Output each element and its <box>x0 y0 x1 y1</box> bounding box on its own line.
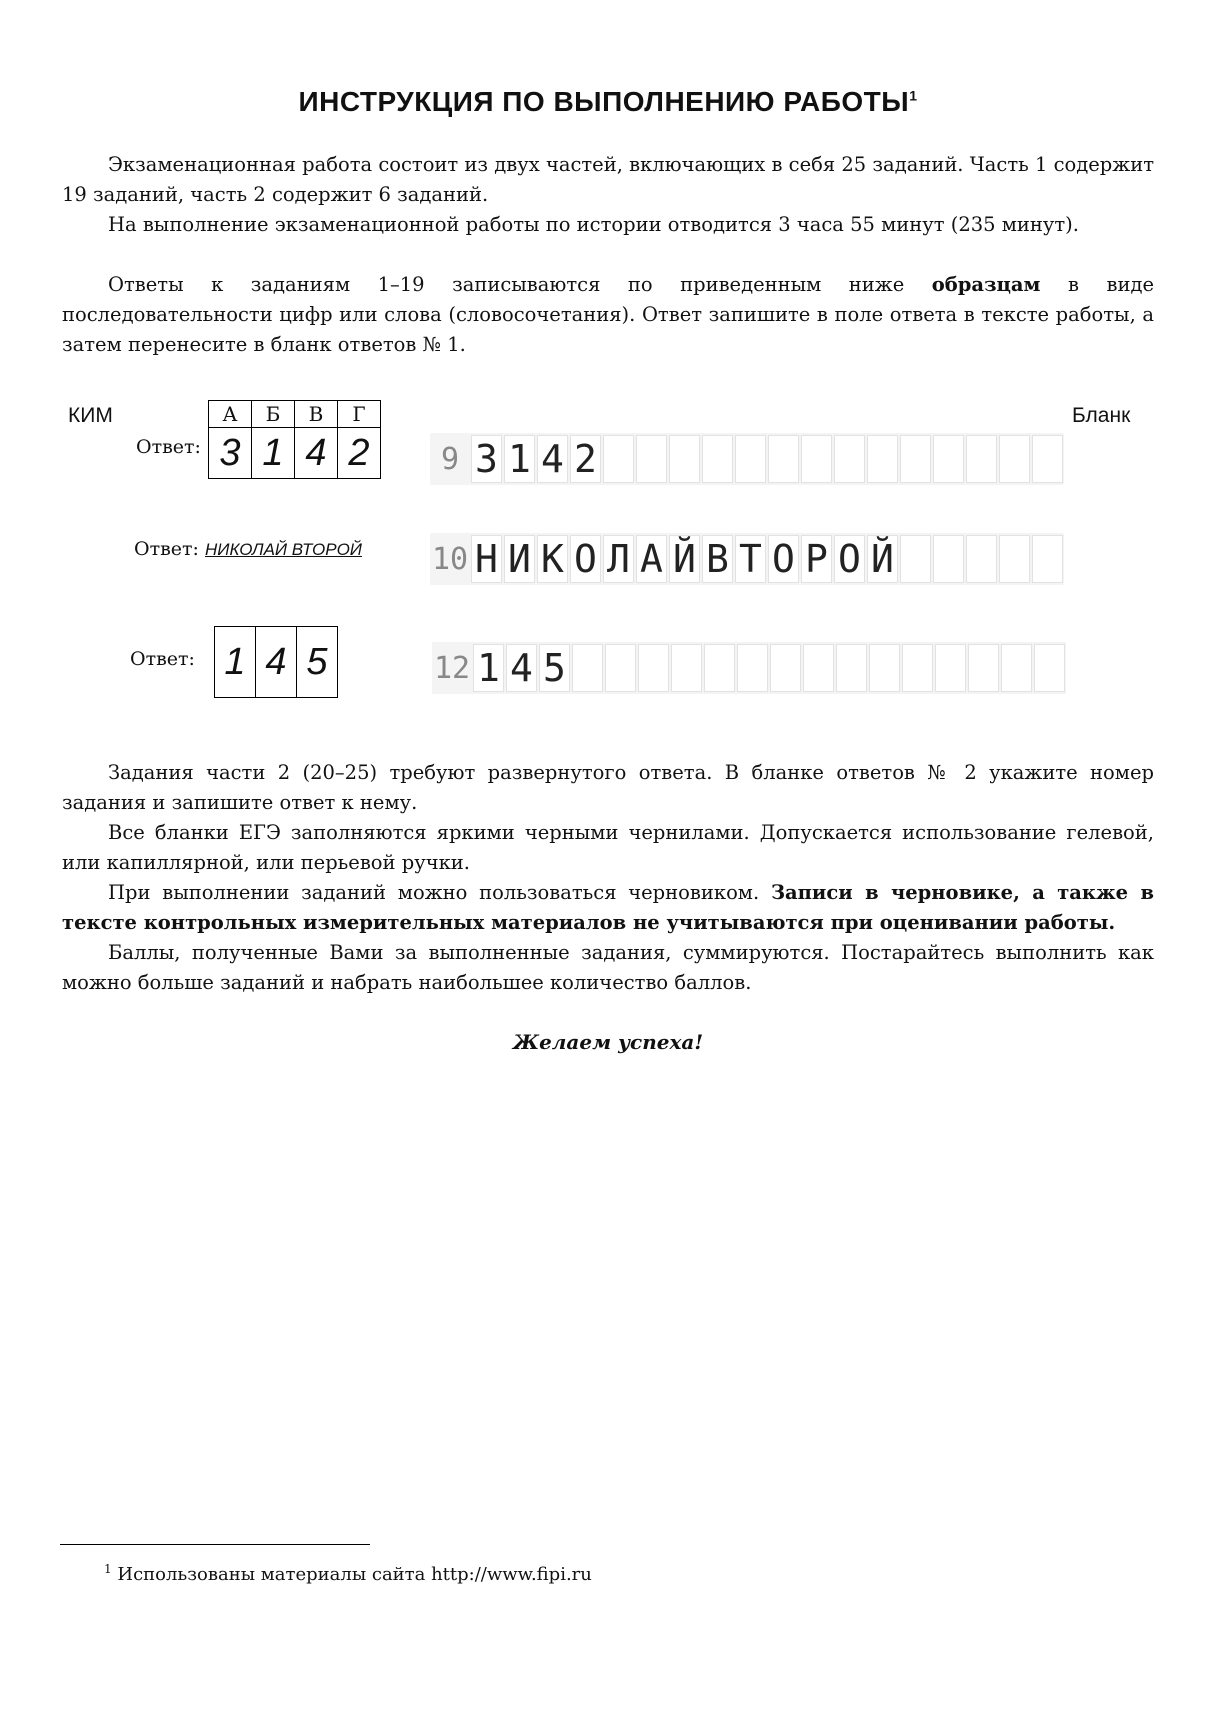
blank-cell <box>702 435 733 483</box>
blank-cell <box>900 435 931 483</box>
table-header-b: Б <box>252 401 295 428</box>
bold-obraztsam: образцам <box>931 273 1041 296</box>
blank-cell <box>803 644 834 692</box>
blank-cell: И <box>504 535 535 583</box>
page-title: ИНСТРУКЦИЯ ПО ВЫПОЛНЕНИЮ РАБОТЫ$^1$ <box>298 86 918 117</box>
blank-row <box>432 642 1066 694</box>
blank-cell: О <box>834 535 865 583</box>
blank-cell <box>836 644 867 692</box>
blank-cell <box>1032 535 1063 583</box>
blank-cell: Т <box>735 535 766 583</box>
kim-answer-table <box>208 400 381 479</box>
answer-label-3: Ответ: <box>130 648 195 670</box>
blank-cell <box>999 535 1030 583</box>
title-footnote-mark: 1 <box>909 87 918 104</box>
blank-cell: А <box>636 535 667 583</box>
blank-cell: К <box>537 535 568 583</box>
table-answer-a: 3 <box>209 428 252 479</box>
part2-paragraph-4: Баллы, полученные Вами за выполненные задания, суммируются. Постарайтесь выполнить как можно больше заданий и набрать наибольшее количество баллов. <box>62 941 1154 994</box>
blank-cell <box>638 644 669 692</box>
blank-row <box>430 433 1064 485</box>
blank-cell <box>902 644 933 692</box>
blank-cell <box>669 435 700 483</box>
blank-label: Бланк <box>1072 404 1131 427</box>
handwritten-text-answer: НИКОЛАЙ ВТОРОЙ <box>205 540 362 559</box>
blank-row-number: 9 <box>440 441 460 477</box>
blank-cell <box>605 644 636 692</box>
blank-cell <box>770 644 801 692</box>
blank-cell <box>933 435 964 483</box>
box-answer-table <box>214 626 338 698</box>
kim-label: КИМ <box>68 404 113 427</box>
table-header-g: Г <box>338 401 381 428</box>
blank-cell: Н <box>471 535 502 583</box>
blank-cell <box>869 644 900 692</box>
bold-draft-note: Записи в черновике, а также в тексте контрольных измерительных материалов не учитываются при оценивании работы. <box>62 881 1154 934</box>
blank-cell <box>1032 435 1063 483</box>
blank-cell <box>572 644 603 692</box>
box-answer-2: 4 <box>256 627 297 698</box>
blank-cell <box>834 435 865 483</box>
blank-cell: О <box>768 535 799 583</box>
blank-cell <box>968 644 999 692</box>
blank-cell: 5 <box>539 644 570 692</box>
blank-cell: Л <box>603 535 634 583</box>
blank-cell <box>636 435 667 483</box>
footnote: $^1$ Использованы материалы сайта http://www.fipi.ru <box>104 1562 592 1585</box>
blank-cell <box>867 435 898 483</box>
blank-cell: О <box>570 535 601 583</box>
box-answer-1: 1 <box>215 627 256 698</box>
part2-paragraph-3: При выполнении заданий можно пользоваться черновиком. Записи в черновике, а также в тексте контрольных измерительных материалов не учитываются при оценивании работы. <box>62 881 1154 934</box>
blank-cell <box>768 435 799 483</box>
blank-cell <box>671 644 702 692</box>
table-answer-b: 1 <box>252 428 295 479</box>
blank-cell <box>801 435 832 483</box>
blank-cell: Р <box>801 535 832 583</box>
blank-cell: 3 <box>471 435 502 483</box>
box-answer-3: 5 <box>297 627 338 698</box>
blank-cell: В <box>702 535 733 583</box>
blank-cell <box>735 435 766 483</box>
answer-label-1: Ответ: <box>136 436 201 458</box>
blank-cell <box>1034 644 1065 692</box>
blank-cell <box>966 435 997 483</box>
blank-cell: 1 <box>473 644 504 692</box>
table-answer-v: 4 <box>295 428 338 479</box>
blank-row <box>430 533 1064 585</box>
table-header-v: В <box>295 401 338 428</box>
blank-cell <box>737 644 768 692</box>
blank-cell <box>603 435 634 483</box>
blank-cell <box>900 535 931 583</box>
blank-cell <box>704 644 735 692</box>
blank-cell <box>933 535 964 583</box>
blank-row-number: 10 <box>431 541 469 577</box>
blank-cell <box>999 435 1030 483</box>
part2-paragraph-2: Все бланки ЕГЭ заполняются яркими черными чернилами. Допускается использование гелевой, или капиллярной, или перьевой ручки. <box>62 821 1154 874</box>
blank-cell: Й <box>867 535 898 583</box>
blank-cell: 2 <box>570 435 601 483</box>
closing-wish: Желаем успеха! <box>512 1030 704 1054</box>
blank-cell <box>935 644 966 692</box>
table-header-a: А <box>209 401 252 428</box>
intro-paragraph-3: Ответы к заданиям 1–19 записываются по приведенным ниже образцам в виде последовательности цифр или слова (словосочетания). Ответ запишите в поле ответа в тексте работы, а затем перенесите в бланк ответов № 1. <box>62 273 1154 356</box>
footnote-divider <box>60 1544 370 1545</box>
intro-paragraph-1: Экзаменационная работа состоит из двух частей, включающих в себя 25 заданий. Часть 1 содержит 19 заданий, часть 2 содержит 6 заданий. <box>62 153 1154 206</box>
answer-label-2: Ответ: НИКОЛАЙ ВТОРОЙ <box>134 538 362 560</box>
part2-paragraph-1: Задания части 2 (20–25) требуют развернутого ответа. В бланке ответов № 2 укажите номер задания и запишите ответ к нему. <box>62 761 1154 814</box>
blank-cell: Й <box>669 535 700 583</box>
blank-cell <box>966 535 997 583</box>
blank-cell <box>1001 644 1032 692</box>
intro-paragraph-2: На выполнение экзаменационной работы по истории отводится 3 часа 55 минут (235 минут). <box>108 213 1079 236</box>
blank-cell: 4 <box>506 644 537 692</box>
blank-cell: 4 <box>537 435 568 483</box>
blank-row-number: 12 <box>433 650 471 686</box>
table-answer-g: 2 <box>338 428 381 479</box>
blank-cell: 1 <box>504 435 535 483</box>
